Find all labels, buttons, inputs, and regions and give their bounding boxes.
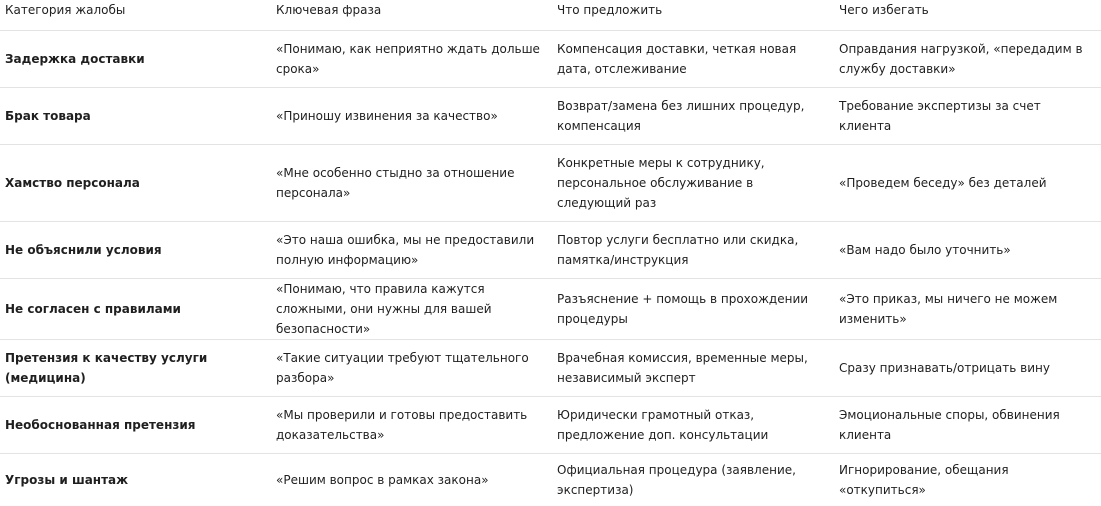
cell-category: Угрозы и шантаж — [0, 454, 271, 506]
cell-offer: Повтор услуги бесплатно или скидка, памятка/инструкция — [552, 222, 834, 279]
cell-avoid: Эмоциональные споры, обвинения клиента — [834, 397, 1101, 454]
cell-offer: Разъяснение + помощь в прохождении процедуры — [552, 279, 834, 340]
cell-offer: Юридически грамотный отказ, предложение доп. консультации — [552, 397, 834, 454]
cell-category: Хамство персонала — [0, 145, 271, 222]
cell-avoid: Игнорирование, обещания «откупиться» — [834, 454, 1101, 506]
header-row — [0, 0, 1101, 31]
table-row — [0, 279, 1101, 340]
cell-avoid: «Это приказ, мы ничего не можем изменить» — [834, 279, 1101, 340]
cell-category: Не объяснили условия — [0, 222, 271, 279]
cell-avoid: Требование экспертизы за счет клиента — [834, 88, 1101, 145]
cell-phrase: «Решим вопрос в рамках закона» — [271, 454, 552, 506]
cell-category: Претензия к качеству услуги (медицина) — [0, 340, 271, 397]
cell-phrase: «Понимаю, как неприятно ждать дольше срока» — [271, 31, 552, 88]
table-row — [0, 222, 1101, 279]
cell-category: Необоснованная претензия — [0, 397, 271, 454]
header-category: Категория жалобы — [0, 0, 271, 31]
cell-offer: Врачебная комиссия, временные меры, независимый эксперт — [552, 340, 834, 397]
cell-offer: Официальная процедура (заявление, экспертиза) — [552, 454, 834, 506]
cell-category: Задержка доставки — [0, 31, 271, 88]
header-phrase: Ключевая фраза — [271, 0, 552, 31]
table-row — [0, 145, 1101, 222]
table-row — [0, 340, 1101, 397]
cell-phrase: «Мы проверили и готовы предоставить доказательства» — [271, 397, 552, 454]
table-row — [0, 31, 1101, 88]
cell-avoid: «Вам надо было уточнить» — [834, 222, 1101, 279]
table-header — [0, 0, 1101, 31]
cell-offer: Возврат/замена без лишних процедур, компенсация — [552, 88, 834, 145]
cell-phrase: «Приношу извинения за качество» — [271, 88, 552, 145]
header-offer: Что предложить — [552, 0, 834, 31]
header-avoid: Чего избегать — [834, 0, 1101, 31]
cell-avoid: Сразу признавать/отрицать вину — [834, 340, 1101, 397]
cell-phrase: «Такие ситуации требуют тщательного разбора» — [271, 340, 552, 397]
cell-category: Не согласен с правилами — [0, 279, 271, 340]
table-row — [0, 88, 1101, 145]
cell-offer: Компенсация доставки, четкая новая дата, отслеживание — [552, 31, 834, 88]
cell-phrase: «Мне особенно стыдно за отношение персонала» — [271, 145, 552, 222]
cell-avoid: «Проведем беседу» без деталей — [834, 145, 1101, 222]
cell-phrase: «Это наша ошибка, мы не предоставили полную информацию» — [271, 222, 552, 279]
cell-offer: Конкретные меры к сотруднику, персональное обслуживание в следующий раз — [552, 145, 834, 222]
table-body — [0, 31, 1101, 506]
table-row — [0, 454, 1101, 506]
table-row — [0, 397, 1101, 454]
cell-avoid: Оправдания нагрузкой, «передадим в службу доставки» — [834, 31, 1101, 88]
cell-category: Брак товара — [0, 88, 271, 145]
cell-phrase: «Понимаю, что правила кажутся сложными, они нужны для вашей безопасности» — [271, 279, 552, 340]
